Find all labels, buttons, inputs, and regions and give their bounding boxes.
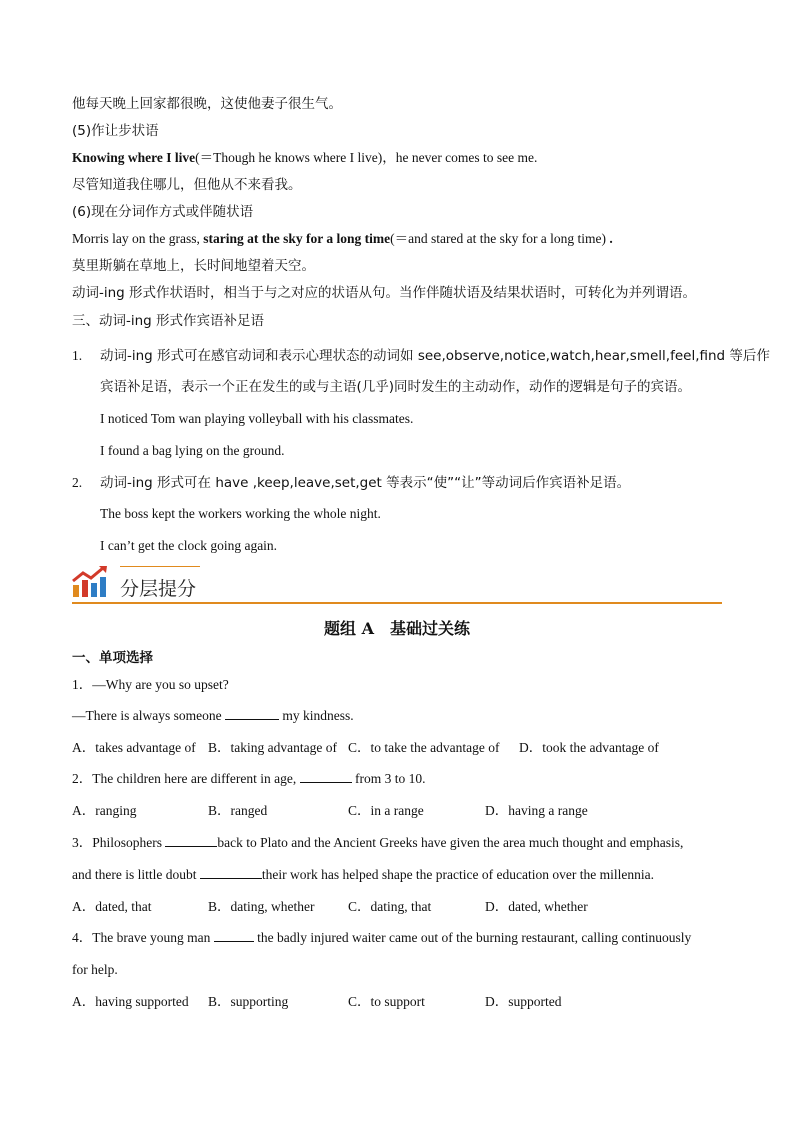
option-d[interactable]: D．having a range: [485, 803, 588, 818]
option-c[interactable]: C．in a range: [348, 803, 424, 818]
question-stem: 1．—Why are you so upset?: [72, 677, 229, 692]
question-stem: [72, 865, 654, 885]
subheading-manner: (6)现在分词作方式或伴随状语: [72, 204, 254, 220]
option-b[interactable]: B．supporting: [208, 994, 289, 1009]
question-stem: [72, 769, 426, 789]
option-b[interactable]: B．taking advantage of: [208, 740, 337, 755]
answer-blank[interactable]: [200, 865, 262, 879]
stem-part: back to Plato and the Ancient Greeks have given the area much thought and emphasis,: [217, 835, 684, 850]
group-title: 题组 A 基础过关练: [324, 619, 470, 638]
header-accent-line: [120, 566, 200, 567]
option-d[interactable]: D．dated, whether: [485, 899, 588, 914]
option-a[interactable]: A．dated, that: [72, 899, 152, 914]
stem-part: my kindness.: [282, 708, 354, 723]
sentence-rest: (＝and stared at the sky for a long time): [390, 231, 607, 246]
stem-part: —There is always someone: [72, 708, 222, 723]
stem-part: their work has helped shape the practice of education over the millennia.: [261, 867, 654, 882]
sentence-rest: (＝Though he knows where I live)，he never comes to see me.: [195, 150, 538, 165]
answer-blank[interactable]: [165, 833, 217, 847]
translation-line: 莫里斯躺在草地上，长时间地望着天空。: [72, 258, 315, 274]
sentence-end: .: [609, 231, 613, 246]
option-a[interactable]: A．takes advantage of: [72, 740, 196, 755]
stem-part: 4．The brave young man: [72, 930, 211, 945]
rule-text: 宾语补足语，表示一个正在发生的或与主语(几乎)同时发生的主动动作，动作的逻辑是句子的宾语。: [100, 379, 692, 395]
option-a[interactable]: A．ranging: [72, 803, 137, 818]
question-stem: for help.: [72, 962, 118, 977]
option-c[interactable]: C．to take the advantage of: [348, 740, 500, 755]
answer-blank[interactable]: [225, 706, 279, 720]
note-line: 动词-ing 形式作状语时，相当于与之对应的状语从句。当作伴随状语及结果状语时，可转化为并列谓语。: [72, 285, 697, 301]
rule-example: The boss kept the workers working the whole night.: [100, 506, 381, 521]
question-stem: [72, 928, 691, 948]
rule-text: 动词-ing 形式可在 have ,keep,leave,set,get 等表示“使”“让”等动词后作宾语补足语。: [100, 475, 631, 491]
section-title: 分层提分: [120, 578, 197, 600]
translation-line: 尽管知道我住哪儿，但他从不来看我。: [72, 177, 302, 193]
stem-part: from 3 to 10.: [355, 771, 426, 786]
option-c[interactable]: C．dating, that: [348, 899, 432, 914]
sentence-start: Morris lay on the grass,: [72, 231, 200, 246]
answer-blank[interactable]: [214, 928, 254, 942]
stem-part: 3．Philosophers: [72, 835, 163, 850]
option-d[interactable]: D．took the advantage of: [519, 740, 659, 755]
rule-text: 动词-ing 形式可在感官动词和表示心理状态的动词如 see,observe,notice,watch,hear,smell,feel,find 等后作: [100, 348, 770, 364]
bold-phrase: staring at the sky for a long time: [203, 231, 391, 246]
stem-part: 2．The children here are different in age,: [72, 771, 297, 786]
text-line: 他每天晚上回家都很晚，这使他妻子很生气。: [72, 96, 342, 112]
option-b[interactable]: B．ranged: [208, 803, 268, 818]
part-title: 一、单项选择: [72, 650, 153, 666]
list-number: 1.: [72, 348, 83, 363]
section-rule: [72, 602, 722, 604]
list-number: 2.: [72, 475, 83, 490]
question-stem: [72, 833, 683, 853]
stem-part: the badly injured waiter came out of the burning restaurant, calling continuously: [257, 930, 692, 945]
bar-chart-arrow-icon: [72, 565, 108, 599]
subheading-concession: (5)作让步状语: [72, 123, 159, 139]
section-heading: 三、动词-ing 形式作宾语补足语: [72, 313, 265, 329]
example-sentence: [72, 148, 537, 168]
stem-part: and there is little doubt: [72, 867, 197, 882]
example-sentence: [72, 229, 613, 249]
answer-blank[interactable]: [300, 769, 352, 783]
rule-example: I can’t get the clock going again.: [100, 538, 278, 553]
rule-example: I noticed Tom wan playing volleyball with his classmates.: [100, 411, 414, 426]
option-d[interactable]: D．supported: [485, 994, 562, 1009]
option-c[interactable]: C．to support: [348, 994, 425, 1009]
question-stem: [72, 706, 354, 726]
option-a[interactable]: A．having supported: [72, 994, 189, 1009]
bold-phrase: Knowing where I live: [72, 150, 196, 165]
rule-example: I found a bag lying on the ground.: [100, 443, 285, 458]
option-b[interactable]: B．dating, whether: [208, 899, 315, 914]
